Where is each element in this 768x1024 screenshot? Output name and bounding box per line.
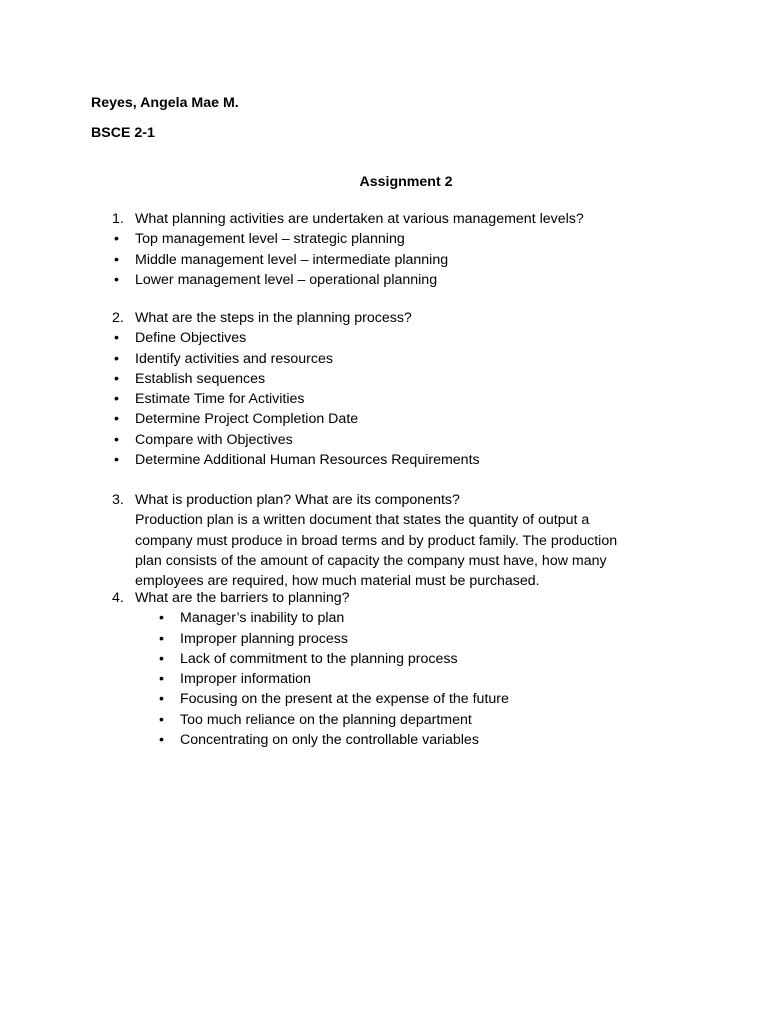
question-1 <box>0 209 768 229</box>
list-item-text: Lower management level – operational planning <box>135 271 438 288</box>
list-item-text: Improper planning process <box>180 630 348 647</box>
bullet-icon: • <box>114 452 119 469</box>
question-number: 4. <box>112 590 124 606</box>
list-item <box>0 730 768 750</box>
question-text: What are the steps in the planning process? <box>135 310 412 326</box>
list-item-text: Compare with Objectives <box>135 431 293 448</box>
question-text: What is production plan? What are its components? <box>135 492 460 508</box>
bullet-icon: • <box>159 650 164 667</box>
bullet-icon: • <box>159 691 164 708</box>
answer-text: Production plan is a written document that states the quantity of output a <box>135 512 590 529</box>
list-item <box>0 608 768 628</box>
bullet-icon: • <box>114 350 119 367</box>
answer-text: employees are required, how much material must be purchased. <box>135 573 540 590</box>
question-block-1 <box>0 209 768 290</box>
list-item-text: Improper information <box>180 671 311 688</box>
list-item-text: Identify activities and resources <box>135 350 333 367</box>
list-item <box>0 229 768 249</box>
list-item <box>0 270 768 290</box>
question-3 <box>0 490 768 510</box>
list-item-text: Concentrating on only the controllable variables <box>180 732 479 749</box>
bullet-icon: • <box>114 411 119 428</box>
list-item <box>0 369 768 389</box>
list-item <box>0 430 768 450</box>
list-item-text: Focusing on the present at the expense of the future <box>180 691 509 708</box>
list-item <box>0 669 768 689</box>
question-number: 3. <box>112 492 124 508</box>
list-item-text: Establish sequences <box>135 370 266 387</box>
list-item <box>0 328 768 348</box>
list-item <box>0 649 768 669</box>
answer-text: company must produce in broad terms and by product family. The production <box>135 532 618 549</box>
list-item <box>0 710 768 730</box>
bullet-icon: • <box>114 431 119 448</box>
list-item-text: Middle management level – intermediate planning <box>135 251 449 268</box>
list-item-text: Lack of commitment to the planning process <box>180 650 458 667</box>
list-item-text: Determine Project Completion Date <box>135 411 359 428</box>
bullet-icon: • <box>159 610 164 627</box>
answer-line <box>0 531 768 551</box>
bullet-icon: • <box>114 391 119 408</box>
list-item-text: Too much reliance on the planning department <box>180 711 472 728</box>
bullet-icon: • <box>159 630 164 647</box>
list-item-text: Determine Additional Human Resources Requirements <box>135 452 480 469</box>
list-item-text: Define Objectives <box>135 330 247 347</box>
bullet-icon: • <box>114 271 119 288</box>
question-block-2 <box>0 308 768 470</box>
bullet-icon: • <box>114 370 119 387</box>
list-item-text: Top management level – strategic planning <box>135 231 405 248</box>
answer-line <box>0 551 768 571</box>
bullet-icon: • <box>114 330 119 347</box>
bullet-icon: • <box>159 732 164 749</box>
list-item-text: Estimate Time for Activities <box>135 391 305 408</box>
bullet-icon: • <box>114 231 119 248</box>
assignment-title: Assignment 2 <box>359 174 453 190</box>
bullet-icon: • <box>159 711 164 728</box>
list-item <box>0 450 768 470</box>
question-number: 1. <box>112 211 124 227</box>
list-item <box>0 689 768 709</box>
list-item <box>0 629 768 649</box>
class-section: BSCE 2-1 <box>91 125 155 141</box>
question-4 <box>0 588 768 608</box>
list-item <box>0 389 768 409</box>
list-item <box>0 250 768 270</box>
list-item-text: Manager’s inability to plan <box>180 610 345 627</box>
answer-text: plan consists of the amount of capacity the company must have, how many <box>135 552 607 569</box>
bullet-icon: • <box>114 251 119 268</box>
question-text: What are the barriers to planning? <box>135 590 350 606</box>
bullet-icon: • <box>159 671 164 688</box>
question-block-3 <box>0 490 768 591</box>
answer-line <box>0 510 768 530</box>
question-number: 2. <box>112 310 124 326</box>
question-2 <box>0 308 768 328</box>
list-item <box>0 409 768 429</box>
question-text: What planning activities are undertaken at various management levels? <box>135 211 584 227</box>
question-block-4 <box>0 588 768 750</box>
list-item <box>0 349 768 369</box>
author-name: Reyes, Angela Mae M. <box>91 95 239 111</box>
